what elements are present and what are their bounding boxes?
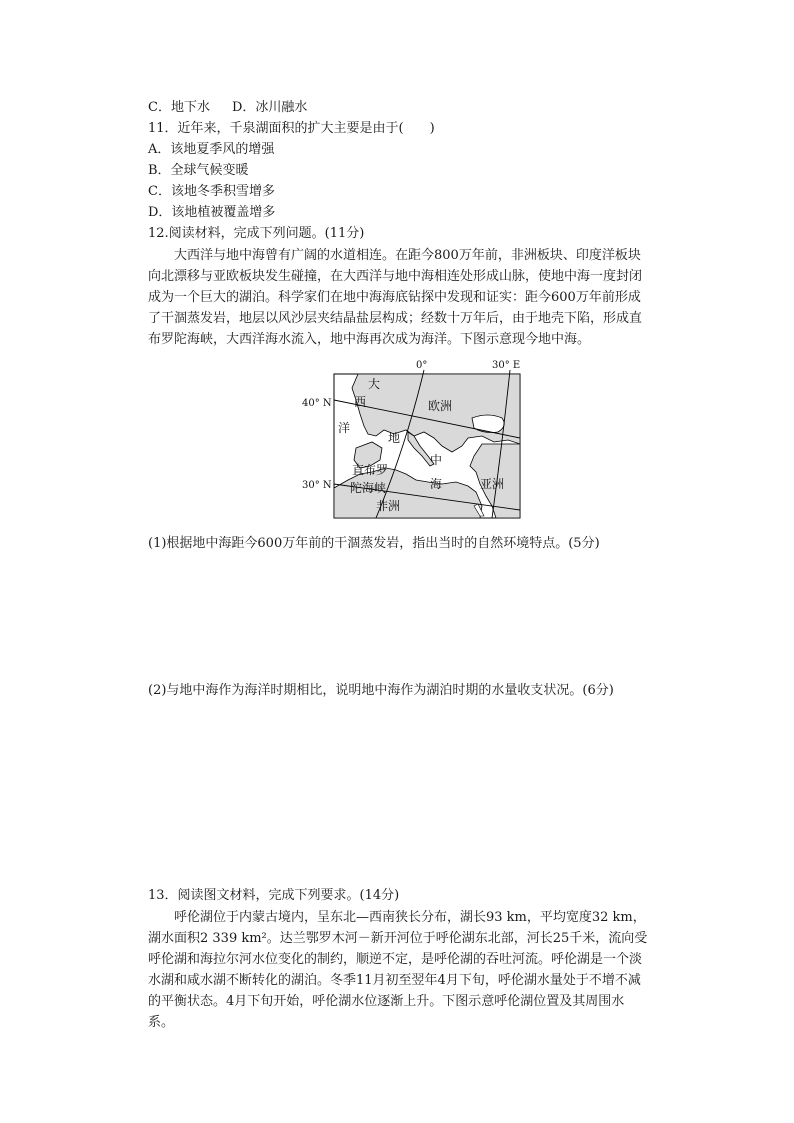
label-asia: 亚洲 — [480, 477, 505, 491]
label-lat-40n: 40° N — [302, 398, 332, 409]
black-sea — [472, 415, 504, 433]
q12-sub1: (1)根据地中海距今600万年前的干涸蒸发岩，指出当时的自然环境特点。(5分) — [148, 536, 600, 551]
mediterranean-map — [296, 356, 526, 522]
q11-option-b: B．全球气候变暖 — [148, 163, 249, 178]
label-med-2: 中 — [430, 453, 443, 467]
label-med-1: 地 — [388, 431, 401, 445]
q12-stem: 12.阅读材料，完成下列问题。(11分) — [148, 226, 365, 241]
q11-option-c: C．该地冬季积雪增多 — [148, 184, 275, 199]
label-europe: 欧洲 — [428, 399, 453, 413]
label-lon-0: 0° — [416, 360, 428, 371]
q13-stem: 13．阅读图文材料，完成下列要求。(14分) — [148, 888, 400, 903]
q11-option-a: A．该地夏季风的增强 — [148, 142, 275, 157]
q13-passage: 呼伦湖位于内蒙古境内，呈东北—西南狭长分布，湖长93 km，平均宽度32 km，湖水面积2 339 km²。达兰鄂罗木河－新开河位于呼伦湖东北部，河长25千米，流向受呼伦湖和海拉尔河水位变化的制约，顺逆不定，是呼伦湖的吞吐河流。呼伦湖是一个淡水湖和咸水湖不断转化的湖泊。冬季11月初至翌年4月下旬，呼伦湖水量处于不增不减的平衡状态。4月下旬开始，呼伦湖水位逐渐上升。下图示意呼伦湖位置及其周围水系。 — [148, 910, 648, 1030]
label-atlantic-1: 大 — [368, 377, 381, 391]
q10-option-d: D．冰川融水 — [231, 100, 308, 115]
label-gibraltar-2: 陀海峡 — [350, 481, 387, 495]
label-atlantic-3: 洋 — [338, 421, 351, 435]
q12-passage: 大西洋与地中海曾有广阔的水道相连。在距今800万年前，非洲板块、印度洋板块向北漂移与亚欧板块发生碰撞，在大西洋与地中海相连处形成山脉，使地中海一度封闭成为一个巨大的湖泊。科学家们在地中海海底钻探中发现和证实：距今600万年前形成了干涸蒸发岩，地层以风沙层夹结晶盐层构成；经数十万年后，由于地壳下陷，形成直布罗陀海峡，大西洋海水流入，地中海再次成为海洋。下图示意现今地中海。 — [148, 248, 643, 347]
label-gibraltar-1: 直布罗 — [352, 463, 389, 477]
label-med-3: 海 — [430, 477, 443, 491]
q11-option-d: D．该地植被覆盖增多 — [148, 205, 276, 220]
q10-option-c: C．地下水 — [148, 100, 210, 115]
q10-options — [148, 98, 307, 118]
label-lat-30n: 30° N — [302, 480, 332, 491]
label-atlantic-2: 西 — [354, 395, 367, 409]
q12-sub2: (2)与地中海作为海洋时期相比，说明地中海作为湖泊时期的水量收支状况。(6分) — [148, 683, 614, 698]
label-africa: 非洲 — [376, 499, 401, 513]
q11-stem: 11．近年来，千泉湖面积的扩大主要是由于( ) — [148, 121, 435, 136]
label-lon-30e: 30° E — [492, 360, 521, 371]
